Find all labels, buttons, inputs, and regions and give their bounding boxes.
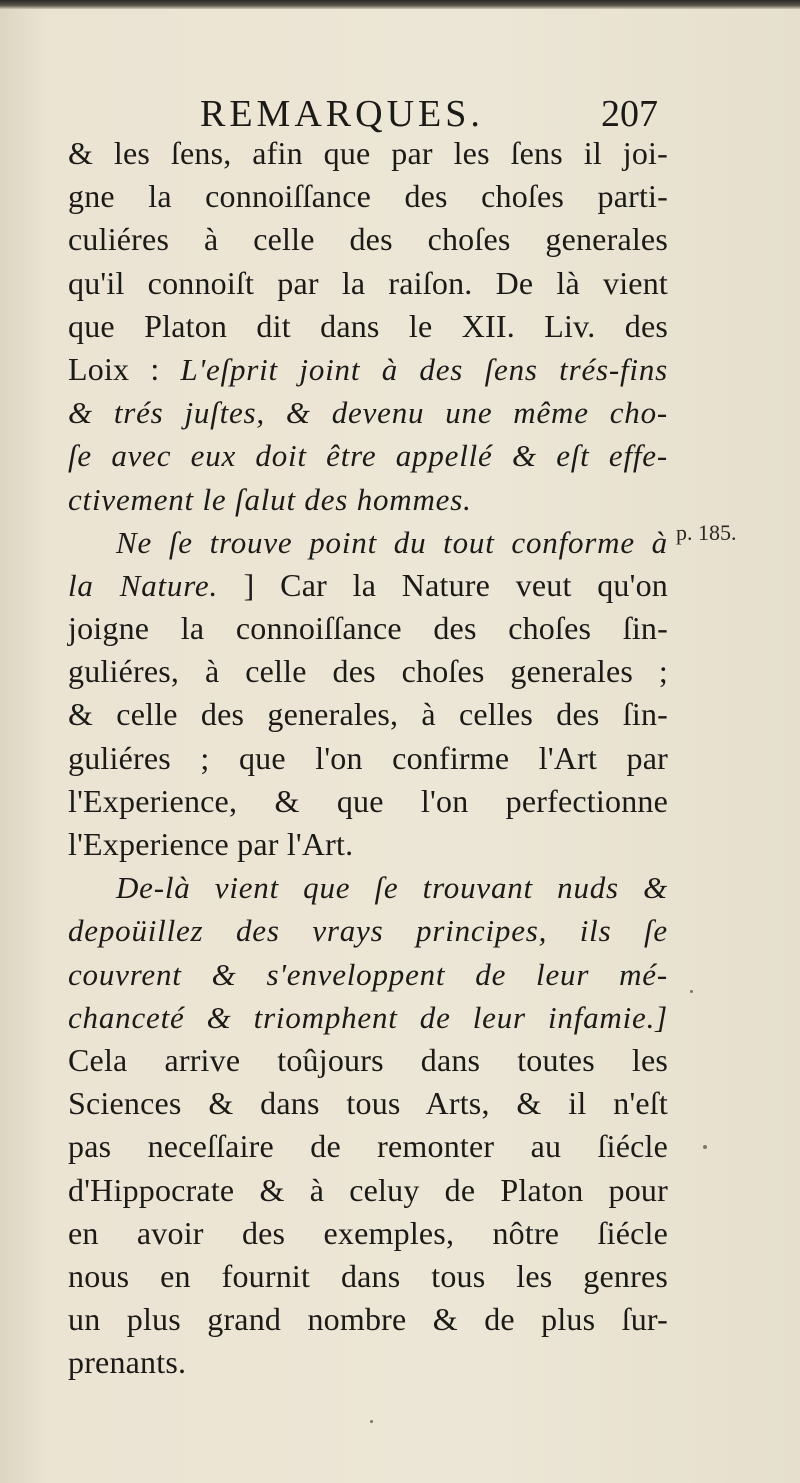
text-line — [68, 262, 668, 305]
text-line — [68, 391, 668, 434]
roman-text: & celle des generales, à celles des ſin- — [68, 696, 668, 733]
text-line — [68, 1255, 668, 1298]
roman-text: Loix : — [68, 350, 181, 387]
text-line — [68, 132, 668, 175]
text-line — [68, 996, 668, 1039]
italic-text: la Nature. — [68, 567, 219, 603]
page-top-edge — [0, 0, 800, 9]
text-line — [68, 737, 668, 780]
page-header — [68, 92, 658, 136]
body-text — [68, 132, 668, 1384]
text-line — [68, 953, 668, 996]
text-line — [68, 909, 668, 952]
running-title: REMARQUES. — [200, 93, 484, 135]
text-line — [68, 1341, 668, 1384]
roman-text: d'Hippocrate & à celuy de Platon pour — [68, 1171, 668, 1208]
text-line — [68, 1125, 668, 1168]
text-line — [68, 780, 668, 823]
roman-text: en avoir des exemples, nôtre ſiécle — [68, 1214, 668, 1251]
text-line — [68, 218, 668, 261]
roman-text: Cela arrive toûjours dans toutes les — [68, 1041, 668, 1078]
text-line — [68, 175, 668, 218]
text-line — [68, 1082, 668, 1125]
italic-text: depoüillez des vrays principes, ils ſe — [68, 913, 668, 949]
roman-text: un plus grand nombre & de plus ſur- — [68, 1301, 668, 1338]
roman-text: & les ſens, afin que par les ſens il joi- — [68, 135, 668, 171]
italic-text: & trés juſtes, & devenu une même cho- — [68, 395, 668, 431]
text-line — [68, 607, 668, 650]
italic-text: ſe avec eux doit être appellé & eſt effe- — [68, 438, 668, 474]
text-line — [68, 478, 668, 521]
text-line — [68, 1212, 668, 1255]
italic-text: ctivement le ſalut des hommes. — [68, 481, 472, 517]
roman-text: prenants. — [68, 1344, 187, 1381]
roman-text: ] Car la Nature veut qu'on — [218, 566, 668, 603]
roman-text: guliéres ; que l'on confirme l'Art par — [68, 739, 668, 776]
text-line — [68, 348, 668, 391]
text-line — [68, 1039, 668, 1082]
text-line — [68, 866, 668, 909]
roman-text: pas neceſſaire de remonter au ſiécle — [68, 1128, 668, 1165]
paper-speck — [370, 1420, 373, 1423]
text-line — [68, 650, 668, 693]
italic-text: Ne ſe trouve point du tout conforme à — [116, 524, 668, 560]
italic-text: De-là vient que ſe trouvant nuds & — [116, 870, 668, 906]
paper-speck — [690, 990, 693, 993]
text-line — [68, 693, 668, 736]
italic-text: L'eſprit joint à des ſens trés-fins — [180, 351, 668, 387]
roman-text: guliéres, à celle des choſes generales ; — [68, 653, 668, 690]
text-line — [68, 434, 668, 477]
roman-text: nous en fournit dans tous les genres — [68, 1257, 668, 1294]
roman-text: qu'il connoiſt par la raiſon. De là vient — [68, 264, 668, 301]
text-line — [68, 564, 668, 607]
margin-note: p. 185. — [676, 520, 737, 545]
roman-text: l'Experience par l'Art. — [68, 826, 354, 862]
roman-text: que Platon dit dans le XII. Liv. des — [68, 307, 668, 344]
text-line — [68, 823, 668, 866]
roman-text: gne la connoiſſance des choſes parti- — [68, 178, 668, 215]
italic-text: chanceté & triomphent de leur infamie.] — [68, 999, 668, 1035]
text-line — [68, 521, 668, 564]
roman-text: joigne la connoiſſance des choſes ſin- — [68, 610, 668, 647]
text-line — [68, 305, 668, 348]
roman-text: l'Experience, & que l'on perfectionne — [68, 782, 668, 819]
page-number: 207 — [601, 93, 658, 135]
text-line — [68, 1169, 668, 1212]
text-line — [68, 1298, 668, 1341]
roman-text: culiéres à celle des choſes generales — [68, 221, 668, 258]
italic-text: couvrent & s'enveloppent de leur mé- — [68, 956, 668, 992]
roman-text: Sciences & dans tous Arts, & il n'eſt — [68, 1085, 668, 1122]
paper-speck — [703, 1145, 707, 1149]
